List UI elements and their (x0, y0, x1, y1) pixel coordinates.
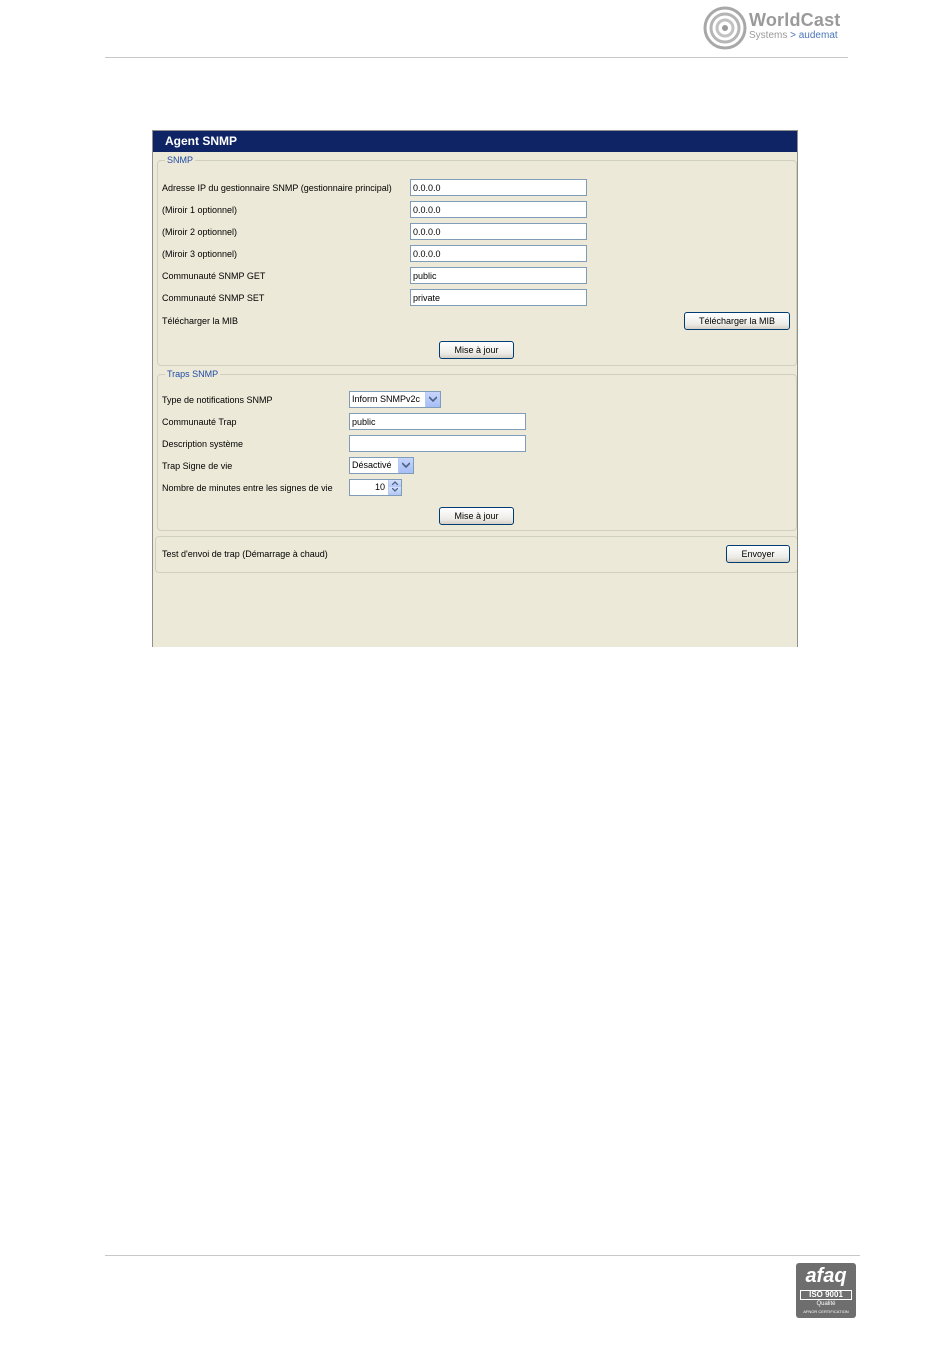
notification-type-label: Type de notifications SNMP (162, 395, 273, 405)
chevron-up-icon[interactable] (388, 480, 401, 487)
test-trap-label: Test d'envoi de trap (Démarrage à chaud) (162, 549, 328, 559)
download-mib-label: Télécharger la MIB (162, 316, 239, 326)
traps-legend: Traps SNMP (167, 369, 219, 379)
heartbeat-minutes-label: Nombre de minutes entre les signes de vie (162, 483, 333, 493)
set-community-input[interactable] (410, 289, 587, 306)
mirror2-input[interactable] (410, 223, 587, 240)
send-test-trap-button[interactable]: Envoyer (726, 545, 790, 563)
iso-badge: ISO 9001 (800, 1290, 852, 1300)
notification-type-select[interactable] (349, 391, 441, 408)
brand-tagline: Systems > audemat (749, 30, 838, 41)
heartbeat-minutes-value: 10 (374, 482, 385, 492)
system-description-input[interactable] (349, 435, 526, 452)
brand-name: WorldCast (749, 10, 841, 30)
system-description-label: Description système (162, 439, 244, 449)
mirror3-label: (Miroir 3 optionnel) (162, 249, 238, 259)
mirror3-input[interactable] (410, 245, 587, 262)
snmp-agent-window (152, 130, 798, 647)
afaq-iso-logo (796, 1263, 856, 1318)
manager-ip-label: Adresse IP du gestionnaire SNMP (gestionnaire principal) (162, 183, 392, 193)
quality-text: Qualité (816, 1301, 836, 1307)
afnor-text: AFNOR CERTIFICATION (803, 1309, 849, 1314)
chevron-down-icon[interactable] (398, 458, 413, 473)
download-mib-button[interactable]: Télécharger la MIB (684, 312, 790, 330)
worldcast-swirl-icon (703, 6, 747, 50)
manager-ip-input[interactable] (410, 179, 587, 196)
heartbeat-trap-label: Trap Signe de vie (162, 461, 233, 471)
snmp-legend: SNMP (167, 155, 194, 165)
footer-divider (105, 1255, 860, 1256)
get-community-label: Communauté SNMP GET (162, 271, 266, 281)
get-community-input[interactable] (410, 267, 587, 284)
trap-community-label: Communauté Trap (162, 417, 237, 427)
notification-type-value: Inform SNMPv2c (352, 394, 421, 404)
heartbeat-trap-select[interactable] (349, 457, 414, 474)
trap-community-input[interactable] (349, 413, 526, 430)
mirror2-label: (Miroir 2 optionnel) (162, 227, 238, 237)
set-community-label: Communauté SNMP SET (162, 293, 265, 303)
heartbeat-minutes-stepper[interactable] (349, 479, 402, 496)
chevron-down-icon[interactable] (425, 392, 440, 407)
mirror1-input[interactable] (410, 201, 587, 218)
chevron-down-icon[interactable] (388, 487, 401, 495)
window-title: Agent SNMP (153, 131, 797, 152)
afaq-word: afaq (805, 1265, 847, 1287)
worldcast-logo (703, 6, 853, 52)
snmp-update-button[interactable]: Mise à jour (439, 341, 514, 359)
heartbeat-trap-value: Désactivé (352, 460, 392, 470)
traps-update-button[interactable]: Mise à jour (439, 507, 514, 525)
header-divider (105, 57, 848, 58)
mirror1-label: (Miroir 1 optionnel) (162, 205, 238, 215)
